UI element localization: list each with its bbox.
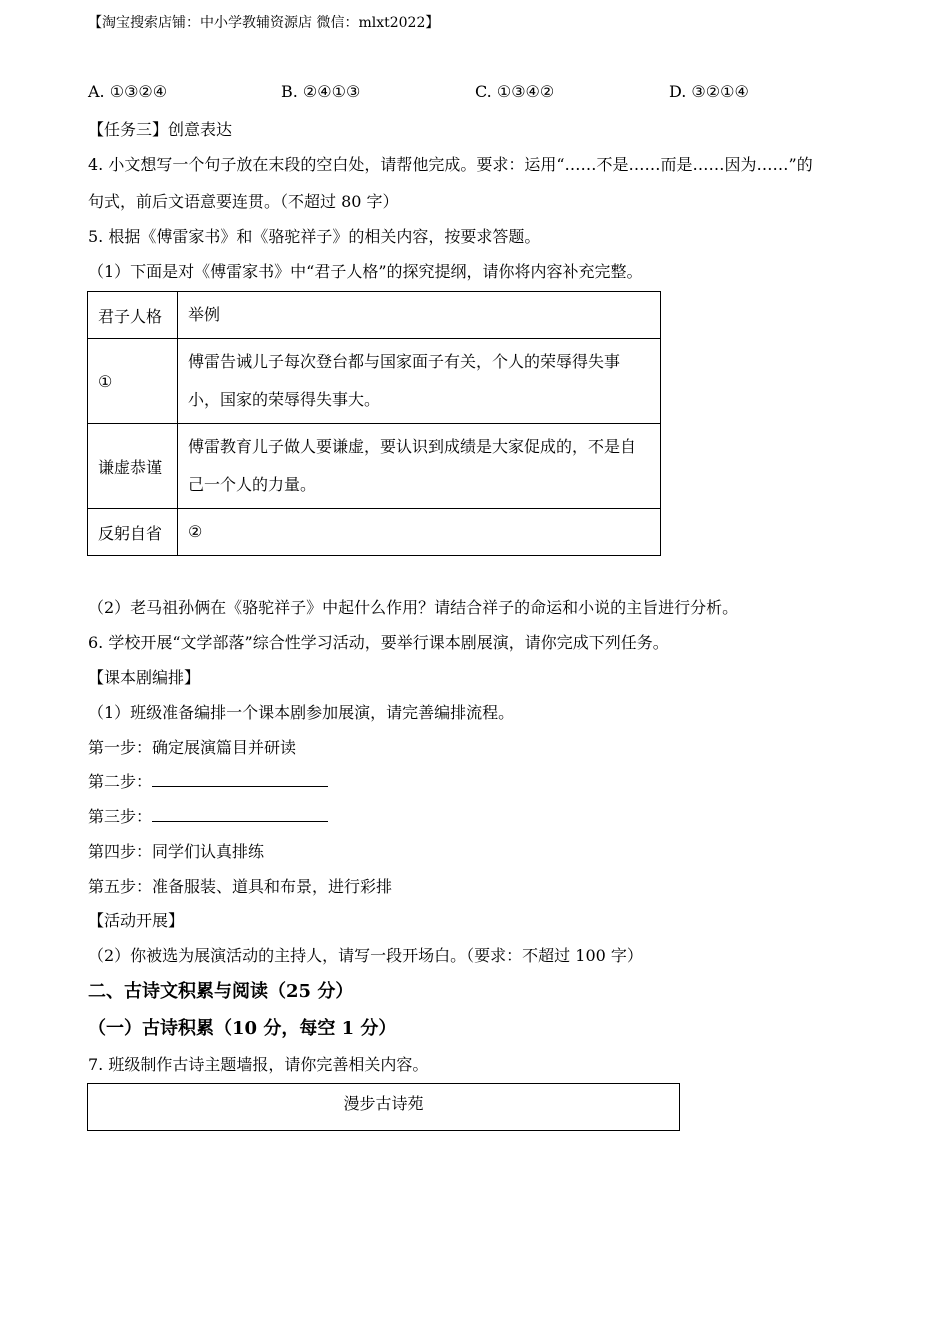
part2-heading: 二、古诗文积累与阅读（25 分） — [88, 981, 354, 1002]
q5-1-text: （1）下面是对《傅雷家书》中“君子人格”的探究提纲，请你将内容补充完整。 — [88, 262, 643, 281]
table-cell: 谦虚恭谨 — [88, 424, 178, 509]
step-2-label: 第二步： — [88, 772, 153, 791]
q4-line2: 句式，前后文语意要连贯。（不超过 80 字） — [88, 192, 399, 211]
step-3-label: 第三步： — [88, 807, 153, 826]
q6-section-script: 【课本剧编排】 — [88, 668, 201, 687]
option-b: B. ②④①③ — [281, 82, 361, 101]
table-row — [88, 424, 661, 509]
q6-section-activity: 【活动开展】 — [88, 911, 185, 930]
q6-text: 6. 学校开展“文学部落”综合性学习活动，要举行课本剧展演，请你完成下列任务。 — [88, 633, 669, 652]
table-cell: 傅雷告诫儿子每次登台都与国家面子有关，个人的荣辱得失事小，国家的荣辱得失事大。 — [178, 339, 661, 424]
table-row — [88, 339, 661, 424]
step-3 — [88, 804, 328, 827]
table-head-cell: 君子人格 — [88, 292, 178, 339]
table-row — [88, 509, 661, 556]
answer-blank[interactable] — [152, 807, 328, 822]
part2-1-heading: （一）古诗积累（10 分，每空 1 分） — [88, 1018, 397, 1039]
table-cell: 反躬自省 — [88, 509, 178, 556]
poster-title-box — [87, 1083, 680, 1131]
step-2 — [88, 769, 328, 792]
option-c: C. ①③④② — [475, 82, 555, 101]
step-4: 第四步：同学们认真排练 — [88, 842, 265, 861]
q4-line1: 4. 小文想写一个句子放在末段的空白处，请帮他完成。要求：运用“……不是……而是……因为……”的 — [88, 155, 813, 174]
table-cell: ① — [88, 339, 178, 424]
task3-heading: 【任务三】创意表达 — [88, 120, 233, 139]
q5-2-text: （2）老马祖孙俩在《骆驼祥子》中起什么作用？请结合祥子的命运和小说的主旨进行分析。 — [88, 598, 739, 617]
page-header: 【淘宝搜索店铺：中小学教辅资源店 微信：mlxt2022】 — [88, 15, 440, 31]
table-cell: ② — [178, 509, 661, 556]
gentleman-table — [87, 291, 661, 556]
table-cell: 傅雷教育儿子做人要谦虚，要认识到成绩是大家促成的，不是自己一个人的力量。 — [178, 424, 661, 509]
step-5: 第五步：准备服装、道具和布景，进行彩排 — [88, 877, 393, 896]
table-head-cell: 举例 — [178, 292, 661, 339]
option-d: D. ③②①④ — [669, 82, 749, 101]
q6-1-text: （1）班级准备编排一个课本剧参加展演，请完善编排流程。 — [88, 703, 515, 722]
option-a: A. ①③②④ — [88, 82, 168, 101]
step-1: 第一步：确定展演篇目并研读 — [88, 738, 297, 757]
poster-title: 漫步古诗苑 — [343, 1094, 424, 1113]
q7-text: 7. 班级制作古诗主题墙报，请你完善相关内容。 — [88, 1055, 429, 1074]
answer-blank[interactable] — [152, 772, 328, 787]
q5-text: 5. 根据《傅雷家书》和《骆驼祥子》的相关内容，按要求答题。 — [88, 227, 541, 246]
q6-2-text: （2）你被选为展演活动的主持人，请写一段开场白。（要求：不超过 100 字） — [88, 946, 643, 965]
table-header-row — [88, 292, 661, 339]
